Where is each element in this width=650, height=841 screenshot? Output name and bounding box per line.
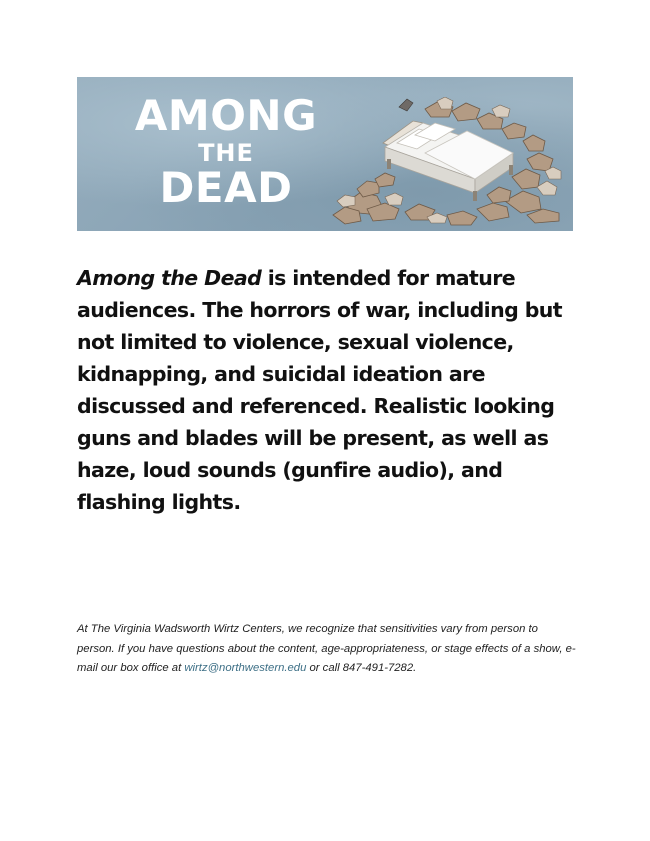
bed-on-rocks-icon xyxy=(327,97,567,227)
box-office-email-link[interactable]: wirtz@northwestern.edu xyxy=(184,662,307,674)
banner-title-line-3: DEAD xyxy=(159,163,293,212)
show-title: Among the Dead xyxy=(77,266,262,290)
footer-text-after-email: or call 847-491-7282. xyxy=(306,662,417,674)
banner-title-line-1: AMONG xyxy=(134,91,318,140)
show-banner xyxy=(77,77,573,231)
footer-note xyxy=(77,620,577,679)
banner-title xyxy=(123,91,329,212)
footer-text-before-email: At The Virginia Wadsworth Wirtz Centers, we recognize that sensitivities vary from person to person. If you have questions about the content, age-appropriateness, or stage effects of a show, e-mail our box office at xyxy=(77,623,576,674)
content-warning-body: is intended for mature audiences. The horrors of war, including but not limited to violence, sexual violence, kidnapping, and suicidal ideation are discussed and referenced. Realistic looking guns and blades will be present, as well as haze, loud sounds (gunfire audio), and flashing lights. xyxy=(77,266,562,514)
content-warning-text xyxy=(77,262,577,518)
banner-title-line-2: THE xyxy=(198,139,254,167)
